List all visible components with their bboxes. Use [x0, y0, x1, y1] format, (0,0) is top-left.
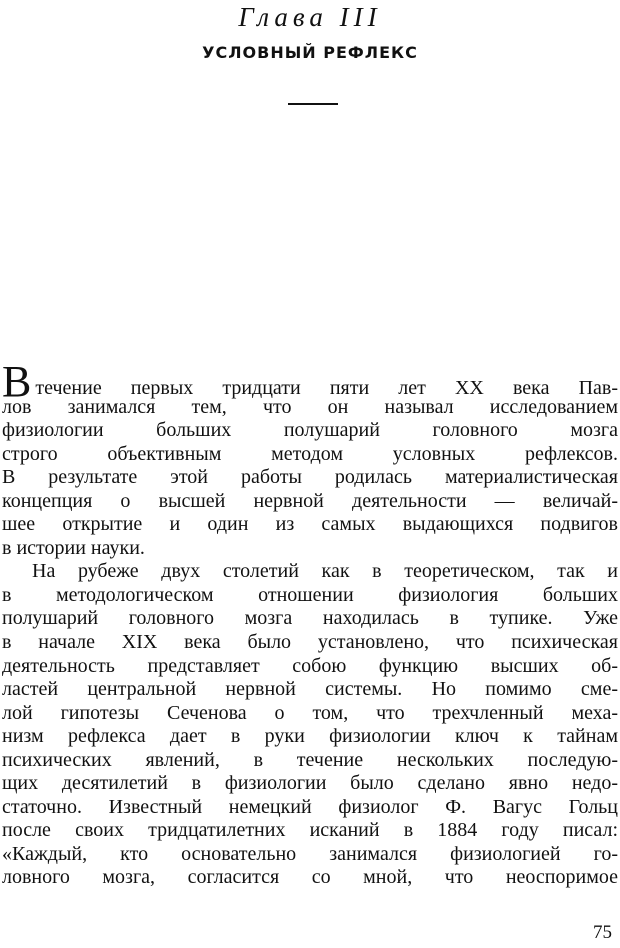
text-line-7: шее открытие и один из самых выдающихся подвигов — [2, 513, 618, 536]
text-line-15: лой гипотезы Сеченова о том, что трехчленный меха- — [2, 701, 618, 724]
body-text — [2, 357, 618, 890]
text-line-5: В результате этой работы родилась материалистическая — [2, 466, 618, 489]
text-line-2: лов занимался тем, что он называл исследованием — [2, 395, 618, 418]
text-line-8: в истории науки. — [2, 536, 145, 559]
text-line-9: На рубеже двух столетий как в теоретическом, так и — [32, 560, 618, 583]
text-line-13: деятельность представляет собою функцию высших об- — [2, 654, 618, 677]
title-divider — [288, 103, 338, 105]
chapter-title: УСЛОВНЫЙ РЕФЛЕКС — [202, 43, 418, 62]
text-line-18: щих десятилетий в физиологии было сделано явно недо- — [2, 772, 618, 795]
page-number: 75 — [593, 922, 612, 943]
text-line-20: после своих тридцатилетних исканий в 1884 году писал: — [2, 819, 618, 842]
text-line-6: концепция о высшей нервной деятельности — величай- — [2, 489, 618, 512]
text-line-16: низм рефлекса дает в руки физиологии ключ к тайнам — [2, 725, 618, 748]
text-line-21: «Каждый, кто основательно занимался физиологией го- — [2, 842, 618, 865]
text-line-3: физиологии больших полушарий головного мозга — [2, 419, 618, 442]
text-line-10: в методологическом отношении физиология больших — [2, 583, 618, 606]
text-line-4: строго объективным методом условных рефлексов. — [2, 442, 618, 465]
text-line-17: психических явлений, в течение нескольких последую- — [2, 748, 618, 771]
text-line-1 — [2, 357, 618, 406]
text-line-11: полушарий головного мозга находилась в тупике. Уже — [2, 607, 618, 630]
text-line-12: в начале XIX века было установлено, что психическая — [2, 631, 618, 654]
drop-cap: В — [2, 357, 32, 406]
text-line-14: ластей центральной нервной системы. Но помимо сме- — [2, 678, 618, 701]
chapter-label: Глава III — [238, 2, 382, 32]
text-line-19: статочно. Известный немецкий физиолог Ф. Вагус Гольц — [2, 795, 618, 818]
text-line-1-content: течение первых тридцати пяти лет XX века Пав- — [35, 377, 618, 399]
text-line-22: ловного мозга, согласится со мной, что неоспоримое — [2, 866, 618, 889]
